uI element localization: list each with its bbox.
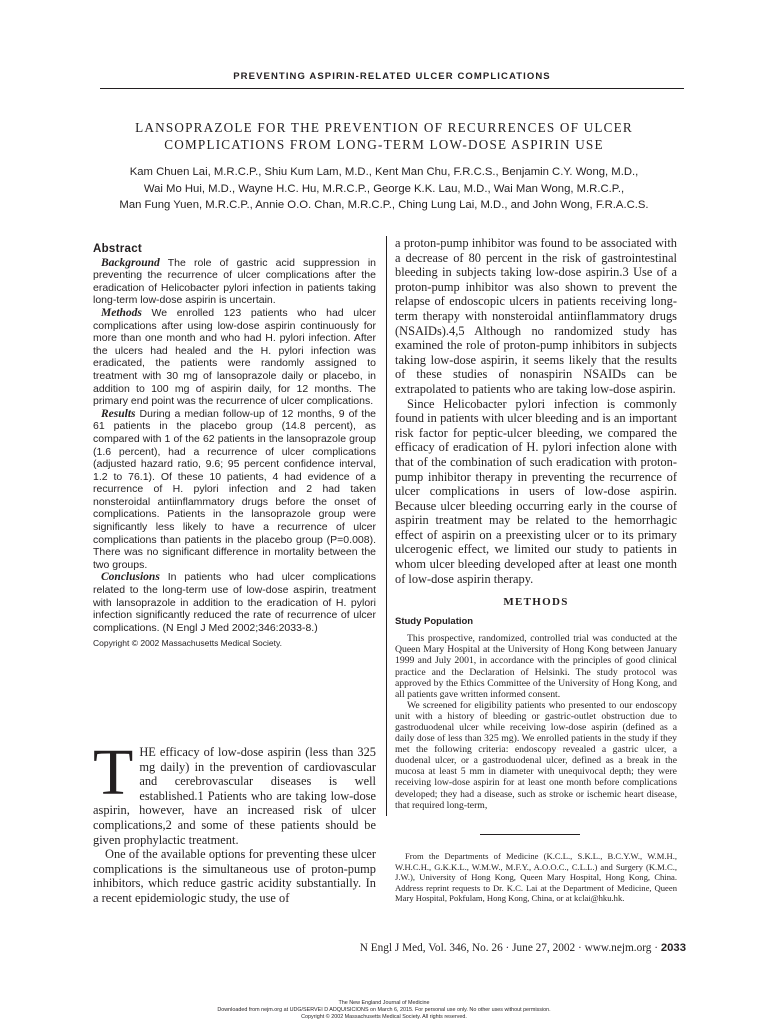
- methods-heading: METHODS: [503, 596, 569, 609]
- abstract-conclusions-text: In patients who had ulcer complications related to the long-term use of low-dose aspirin, treatment with lansoprazole in addition to the eradication of H. pylori infection significantly reduced the rate of recurrence of ulcer complications. (N Engl J Med 2002;346:2033-8.): [93, 571, 376, 634]
- footer-citation: N Engl J Med, Vol. 346, No. 26 · June 27, 2002 · www.nejm.org ·: [359, 942, 659, 954]
- column-divider: [386, 236, 387, 816]
- footnote-rule: [480, 834, 580, 835]
- download-notice: [0, 1000, 768, 1021]
- body-paragraph: a proton-pump inhibitor was found to be associated with a decrease of 80 percent in the risk of gastrointestinal bleeding in subjects taking low-dose aspirin.3 Use of a proton-pump inhibitor was also shown to prevent the relapse of endoscopic ulcers in patients receiving long-term therapy with nonsteroidal antiinflammatory drugs (NSAIDs).4,5 Although no randomized study has examined the role of proton-pump inhibitors in subjects taking low-dose aspirin, it seems likely that the results of these studies of nonaspirin NSAIDs can be extrapolated to patients who are taking low-dose aspirin.: [395, 236, 677, 396]
- abstract: [93, 243, 376, 650]
- abstract-methods-text: We enrolled 123 patients who had ulcer complications after using low-dose aspirin continuously for more than one month and who had H. pylori infection. After the ulcers had healed and the H. pylori infection was eradicated, the patients were randomly assigned to treatment with 30 mg of lansoprazole daily or placebo, in addition to 100 mg of aspirin daily, for 12 months. The primary end point was the recurrence of ulcer complications.: [93, 306, 376, 408]
- author-list: [80, 164, 688, 214]
- running-head: PREVENTING ASPIRIN-RELATED ULCER COMPLICATIONS: [233, 71, 551, 82]
- author-line: Wai Mo Hui, M.D., Wayne H.C. Hu, M.R.C.P., George K.K. Lau, M.D., Wai Man Wong, M.R.C.P.,: [143, 182, 625, 195]
- intro-paragraph-1: [93, 736, 376, 847]
- abstract-conclusions: [93, 571, 376, 634]
- page-number: 2033: [660, 942, 686, 954]
- introduction: [93, 736, 376, 906]
- abstract-conclusions-label: Conclusions: [101, 571, 160, 584]
- abstract-background-label: Background: [101, 256, 160, 269]
- study-population-paragraph: We screened for eligibility patients who presented to our endoscopy unit with a history of bleeding or gastric-outlet obstruction due to gastroduodenal ulcer while receiving low-dose aspirin (defined as a daily dose of less than 325 mg). We enrolled patients in the study if they met the following criteria: endoscopy revealed a gastric ulcer, a duodenal ulcer, or a gastroduodenal ulcer, defined as a break in the mucosa at least 5 mm in diameter with unequivocal depth; they were receiving low-dose aspirin for at least one month before complications developed; they had a disease, such as stroke or ischemic heart disease, that required long-term,: [395, 699, 677, 811]
- author-line: Man Fung Yuen, M.R.C.P., Annie O.O. Chan, M.R.C.P., Ching Lung Lai, M.D., and John Wong, F.R.A.C.S.: [119, 199, 649, 212]
- notice-line: Copyright © 2002 Massachusetts Medical Society. All rights reserved.: [301, 1014, 467, 1020]
- header-rule: [100, 88, 684, 89]
- affiliation-footnote: From the Departments of Medicine (K.C.L., S.K.L., B.C.Y.W., W.M.H., W.H.C.H., G.K.K.L., W.M.W., M.F.Y., A.O.O.C., C.L.L.) and Surgery (K.M.C., J.W.), University of Hong Kong, Queen Mary Hospital, Hong Kong, China. Address reprint requests to Dr. K.C. Lai at the Department of Medicine, Queen Mary Hospital, Pokfulam, Hong Kong, China, or at kclai@hku.hk.: [395, 851, 677, 904]
- intro-paragraph-2: One of the available options for preventing these ulcer complications is the simultaneous use of proton-pump inhibitors, which reduce gastric acidity substantially. In a recent epidemiologic study, the use of: [93, 847, 376, 905]
- abstract-results-label: Results: [101, 407, 136, 420]
- page-footer: [300, 942, 686, 954]
- abstract-background-text: The role of gastric acid suppression in preventing the recurrence of ulcer complications after the eradication of Helicobacter pylori infection in patients taking long-term low-dose aspirin is uncertain.: [93, 256, 376, 307]
- study-population-paragraph: This prospective, randomized, controlled trial was conducted at the Queen Mary Hospital at the University of Hong Kong between January 1999 and July 2001, in accordance with the principles of good clinical practice and the Declaration of Helsinki. The study protocol was approved by the Ethics Committee of the University of Hong Kong, and all patients gave written informed consent.: [395, 633, 677, 700]
- notice-line: Downloaded from nejm.org at UDG/SERVEI D ADQUISICIONS on March 6, 2015. For personal use only. No other uses without permission.: [217, 1007, 551, 1013]
- abstract-results: [93, 408, 376, 572]
- abstract-results-text: During a median follow-up of 12 months, 9 of the 61 patients in the placebo group (14.8 percent), as compared with 1 of the 62 patients in the lansoprazole group (1.6 percent), had a recurrence of ulcer complications (adjusted hazard ratio, 9.6; 95 percent confidence interval, 1.2 to 76.1). Of these 10 patients, 4 had evidence of a recurrence of H. pylori infection and 2 had taken nonsteroidal antiinflammatory drugs before the onset of complications. Patients in the lansoprazole group were significantly less likely to have a recurrence of ulcer complications than patients in the placebo group (P=0.008). There was no significant difference in mortality between the two groups.: [93, 407, 376, 571]
- abstract-background: [93, 257, 376, 307]
- abstract-methods: [93, 307, 376, 408]
- title-line: COMPLICATIONS FROM LONG-TERM LOW-DOSE ASPIRIN USE: [164, 137, 604, 152]
- drop-cap: T: [93, 736, 134, 809]
- body-paragraph: Since Helicobacter pylori infection is commonly found in patients with ulcer bleeding and is an important risk factor for peptic-ulcer bleeding, we compared the efficacy of eradication of H. pylori infection alone with that of the combination of such eradication with proton-pump inhibitor therapy in preventing the recurrence of ulcer complications in users of low-dose aspirin. Because ulcer bleeding occurring early in the course of aspirin treatment may be related to the hemorrhagic effect of aspirin on a preexisting ulcer or to its primary ulcerogenic effect, we limited our study to patients in whom ulcer bleeding developed after at least one month of low-dose aspirin therapy.: [395, 396, 677, 586]
- notice-line: The New England Journal of Medicine: [338, 1000, 430, 1006]
- article-title: [80, 119, 688, 153]
- title-line: LANSOPRAZOLE FOR THE PREVENTION OF RECURRENCES OF ULCER: [135, 120, 633, 135]
- right-column: [395, 236, 677, 811]
- left-column: [93, 243, 376, 906]
- copyright-line: Copyright © 2002 Massachusetts Medical Society.: [93, 638, 282, 649]
- abstract-heading: Abstract: [93, 243, 143, 255]
- abstract-methods-label: Methods: [101, 306, 142, 319]
- intro-paragraph-1-text: HE efficacy of low-dose aspirin (less than 325 mg daily) in the prevention of cardiovascular and cerebrovascular diseases is well established.1 Patients who are taking low-dose aspirin, however, have an increased risk of ulcer complications,2 and some of these patients should be given prophylactic treatment.: [93, 745, 376, 847]
- author-line: Kam Chuen Lai, M.R.C.P., Shiu Kum Lam, M.D., Kent Man Chu, F.R.C.S., Benjamin C.Y. Wong, M.D.,: [129, 166, 639, 178]
- study-population-heading: Study Population: [395, 616, 474, 628]
